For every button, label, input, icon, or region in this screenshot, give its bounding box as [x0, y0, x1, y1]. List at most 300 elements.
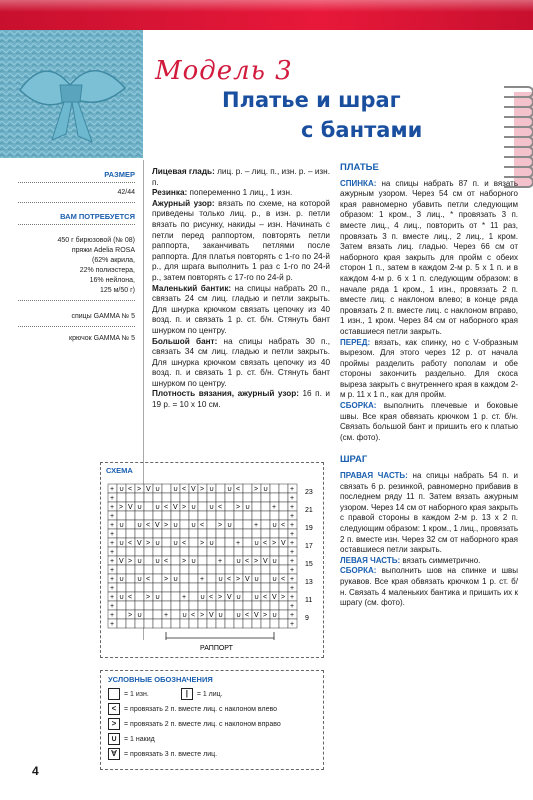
chart-cell [189, 493, 198, 502]
shrug-paragraph: СБОРКА: выполнить шов на спинке и швы рукавов. Все края обвязать крючком 1 р. ст. б/н. Связать 4 маленьких бантика и пришить их к шрагу (см. фото). [340, 566, 518, 608]
chart-cell [234, 547, 243, 556]
chart-cell [261, 520, 270, 529]
chart-cell [189, 574, 198, 583]
chart-cell [252, 565, 261, 574]
chart-cell [180, 583, 189, 592]
chart-cell [216, 619, 225, 628]
chart-symbol: < [281, 522, 286, 529]
hook-value: крючок GAMMA № 5 [69, 335, 135, 342]
chart-symbol: ∪ [155, 540, 161, 547]
chart-cell [171, 619, 180, 628]
chart-symbol: < [128, 540, 133, 547]
chart-cell [153, 619, 162, 628]
chart-cell [126, 493, 135, 502]
chart-symbol: ∪ [272, 558, 278, 565]
chart-symbol: + [182, 594, 187, 601]
chart-cell [198, 619, 207, 628]
chart-symbol: > [164, 522, 169, 529]
chart-cell [126, 529, 135, 538]
chart-symbol: + [110, 603, 115, 610]
chart-cell [180, 574, 189, 583]
chart-cell [153, 529, 162, 538]
chart-symbol: < [128, 594, 133, 601]
chart-cell [243, 547, 252, 556]
chart-cell [135, 511, 144, 520]
chart-symbol: ∪ [137, 558, 143, 565]
chart-symbol: V [173, 504, 178, 511]
chart-symbol: ∪ [254, 540, 260, 547]
chart-symbol: + [290, 567, 295, 574]
chart-symbol: ∪ [173, 540, 179, 547]
garment-photo [0, 30, 143, 158]
knit-symbol-icon: | [181, 688, 193, 700]
chart-cell [153, 601, 162, 610]
left-slant-symbol-icon: < [108, 703, 120, 715]
chart-cell [225, 601, 234, 610]
chart-cell [234, 619, 243, 628]
chart-cell [270, 583, 279, 592]
chart-cell [261, 583, 270, 592]
chart-cell [207, 520, 216, 529]
chart-cell [225, 556, 234, 565]
yarn-line: 450 г бирюзовой (№ 08) [57, 237, 135, 244]
chart-symbol: V [137, 540, 142, 547]
chart-cell [135, 547, 144, 556]
chart-symbol: < [245, 558, 250, 565]
chart-cell [270, 484, 279, 493]
chart-cell [144, 547, 153, 556]
chart-symbol: < [146, 522, 151, 529]
divider [18, 224, 135, 225]
chart-cell [189, 565, 198, 574]
chart-symbol: > [128, 612, 133, 619]
chart-symbol: ∪ [272, 522, 278, 529]
chart-symbol: + [110, 513, 115, 520]
chart-symbol: ∪ [119, 522, 125, 529]
top-red-band [0, 0, 533, 30]
chart-cell [144, 610, 153, 619]
chart-symbol: > [137, 486, 142, 493]
chart-cell [243, 601, 252, 610]
chart-symbol: ∪ [254, 594, 260, 601]
row-number: 13 [305, 579, 313, 586]
chart-symbol: ∪ [137, 612, 143, 619]
chart-symbol: + [110, 612, 115, 619]
chart-cell [243, 565, 252, 574]
stitch-paragraph: Ажурный узор: вязать по схеме, на которой приведены только лиц. р., в изн. р. петли вязать по рисунку, накиды – изн. Начинать с петли перед раппортом, повторять петли раппорта, заканчивать петлями после раппорта. Для платья повторять с 1-го по 24-й р., для шрага выполнить 1 раз с 1-го по 24-й р., затем повторять с 17-го по 24-й р. [152, 198, 330, 282]
chart-cell [207, 493, 216, 502]
chart-cell [216, 538, 225, 547]
chart-symbol: ∪ [155, 486, 161, 493]
chart-cell [126, 520, 135, 529]
chart-symbol: V [272, 594, 277, 601]
chart-symbol: + [290, 612, 295, 619]
chart-symbol: V [128, 504, 133, 511]
chart-symbol: + [290, 495, 295, 502]
chart-cell [144, 601, 153, 610]
chart-cell [198, 529, 207, 538]
chart-symbol: > [218, 522, 223, 529]
chart-symbol: + [290, 540, 295, 547]
chart-symbol: ∪ [173, 522, 179, 529]
chart-symbol: ∪ [137, 504, 143, 511]
chart-symbol: + [110, 558, 115, 565]
divider [18, 300, 135, 301]
chart-cell [198, 601, 207, 610]
chart-cell [126, 583, 135, 592]
chart-cell [180, 493, 189, 502]
chart-symbol: > [146, 540, 151, 547]
chart-symbol: ∪ [227, 486, 233, 493]
chart-cell [207, 565, 216, 574]
chart-cell [225, 538, 234, 547]
chart-cell [252, 619, 261, 628]
chart-cell [216, 493, 225, 502]
chart-symbol: ∪ [119, 486, 125, 493]
chart-cell [153, 583, 162, 592]
stitch-paragraph: Лицевая гладь: лиц. р. – лиц. п., изн. р. – изн. п. [152, 167, 330, 187]
chart-cell [234, 565, 243, 574]
chart-cell [162, 619, 171, 628]
size-heading: РАЗМЕР [104, 170, 135, 179]
shrug-heading: ШРАГ [340, 454, 368, 466]
chart-cell [243, 619, 252, 628]
chart-symbol: + [110, 540, 115, 547]
chart-symbol: > [254, 558, 259, 565]
yarn-over-symbol-icon: ∪ [108, 733, 120, 745]
chart-cell [144, 565, 153, 574]
chart-symbol: ∪ [155, 504, 161, 511]
chart-cell [198, 502, 207, 511]
chart-cell [171, 493, 180, 502]
chart-cell [135, 601, 144, 610]
chart-symbol: V [281, 540, 286, 547]
rapport-label: РАППОРТ [200, 645, 233, 652]
chart-symbol: ∪ [272, 612, 278, 619]
chart-symbol: + [290, 486, 295, 493]
k3tog-symbol-icon: ∀ [108, 748, 120, 760]
chart-cell [270, 511, 279, 520]
chart-symbol: > [236, 576, 241, 583]
chart-cell [180, 601, 189, 610]
chart-symbol: + [110, 486, 115, 493]
chart-symbol: < [263, 540, 268, 547]
chart-symbol: < [128, 486, 133, 493]
chart-cell [207, 601, 216, 610]
chart-symbol: ∪ [137, 576, 143, 583]
chart-cell [198, 556, 207, 565]
row-number: 21 [305, 507, 313, 514]
chart-symbol: > [218, 594, 223, 601]
chart-cell [117, 511, 126, 520]
chart-cell [171, 610, 180, 619]
chart-cell [126, 547, 135, 556]
chart-cell [279, 529, 288, 538]
chart-cell [252, 511, 261, 520]
chart-cell [261, 574, 270, 583]
chart-symbol: ∪ [209, 504, 215, 511]
chart-symbol: < [164, 558, 169, 565]
chart-cell [162, 547, 171, 556]
row-number: 19 [305, 525, 313, 532]
legend-heading: УСЛОВНЫЕ ОБОЗНАЧЕНИЯ [108, 675, 213, 684]
chart-cell [261, 529, 270, 538]
chart-cell [189, 601, 198, 610]
chart-cell [189, 529, 198, 538]
chart-symbol: > [128, 558, 133, 565]
chart-cell [189, 592, 198, 601]
chart-symbol: V [254, 612, 259, 619]
chart-cell [261, 619, 270, 628]
chart-cell [135, 565, 144, 574]
chart-symbol: ∪ [155, 558, 161, 565]
chart-label: СХЕМА [106, 466, 133, 475]
chart-cell [171, 601, 180, 610]
size-value: 42/44 [117, 189, 135, 196]
chart-cell [279, 493, 288, 502]
chart-cell [225, 502, 234, 511]
chart-symbol: ∪ [191, 522, 197, 529]
chart-symbol: < [146, 576, 151, 583]
row-number: 15 [305, 561, 313, 568]
chart-symbol: ∪ [209, 486, 215, 493]
chart-symbol: + [110, 576, 115, 583]
chart-symbol: > [164, 576, 169, 583]
chart-cell [180, 619, 189, 628]
chart-symbol: ∪ [227, 522, 233, 529]
row-number: 17 [305, 543, 313, 550]
chart-cell [144, 583, 153, 592]
chart-cell [117, 565, 126, 574]
chart-symbol: + [290, 621, 295, 628]
chart-symbol: + [290, 603, 295, 610]
legend-row: < = провязать 2 п. вместе лиц. с наклоном влево [108, 703, 277, 715]
chart-symbol: < [218, 504, 223, 511]
chart-cell [198, 565, 207, 574]
chart-cell [162, 538, 171, 547]
chart-cell [153, 610, 162, 619]
chart-cell [117, 601, 126, 610]
chart-cell [171, 565, 180, 574]
chart-symbol: + [290, 585, 295, 592]
chart-cell [171, 583, 180, 592]
row-number: 23 [305, 489, 313, 496]
chart-cell [135, 619, 144, 628]
chart-cell [117, 610, 126, 619]
chart-cell [252, 583, 261, 592]
chart-cell [144, 493, 153, 502]
chart-cell [198, 493, 207, 502]
shrug-paragraph: ПРАВАЯ ЧАСТЬ: на спицы набрать 54 п. и связать 6 р. резинкой, равномерно прибавив в последнем ряду 11 п. Затем вязать ажурным узором. Через 14 см от наборного края закрыть с правой стороны в каждом 2-м р. 13 х 2 п. следующим образом: 1 кром., 1 лиц., провязать 2 п. вместе изн. Через 32 см от наборного края оставшиеся петли закрыть. [340, 471, 519, 555]
chart-cell [144, 556, 153, 565]
chart-symbol: ∪ [155, 594, 161, 601]
chart-cell [252, 529, 261, 538]
chart-cell [216, 529, 225, 538]
shrug-paragraph: ЛЕВАЯ ЧАСТЬ: вязать симметрично. [340, 555, 481, 565]
chart-symbol: > [200, 540, 205, 547]
chart-symbol: > [182, 558, 187, 565]
chart-symbol: V [209, 612, 214, 619]
chart-symbol: + [272, 504, 277, 511]
chart-symbol: + [164, 612, 169, 619]
chart-cell [261, 502, 270, 511]
chart-symbol: + [290, 531, 295, 538]
model-label: Модель 3 [155, 56, 293, 86]
chart-symbol: + [290, 513, 295, 520]
chart-cell [279, 583, 288, 592]
chart-symbol: ∪ [245, 504, 251, 511]
chart-cell [243, 538, 252, 547]
chart-cell [243, 520, 252, 529]
chart-cell [279, 502, 288, 511]
right-slant-symbol-icon: > [108, 718, 120, 730]
yarn-line: (62% акрила, [92, 257, 135, 264]
materials-heading: ВАМ ПОТРЕБУЕТСЯ [60, 212, 135, 221]
chart-cell [126, 574, 135, 583]
chart-cell [162, 592, 171, 601]
chart-symbol: + [110, 504, 115, 511]
chart-cell [117, 529, 126, 538]
chart-symbol: V [227, 594, 232, 601]
chart-symbol: V [146, 486, 151, 493]
chart-cell [126, 511, 135, 520]
chart-symbol: > [200, 486, 205, 493]
chart-symbol: < [245, 612, 250, 619]
chart-cell [135, 529, 144, 538]
stitch-paragraph: Маленький бантик: на спицы набрать 20 п., связать 24 см лиц. гладью и петли закрыть. Для шнурка крючком связать цепочку из 40 возд. п. и связать 1 р. ст. б/н. Стянуть бант шнурком по центру. [152, 283, 331, 335]
chart-cell [153, 511, 162, 520]
divider [18, 182, 135, 183]
chart-symbol: + [110, 522, 115, 529]
chart-symbol: V [119, 558, 124, 565]
chart-cell [162, 493, 171, 502]
legend-row: = 1 изн. | = 1 лиц. [108, 688, 223, 700]
chart-cell [225, 493, 234, 502]
needles-value: спицы GAMMA № 5 [71, 313, 135, 320]
chart-cell [261, 493, 270, 502]
chart-cell [252, 502, 261, 511]
chart-cell [270, 493, 279, 502]
chart-cell [126, 601, 135, 610]
legend-row: > = провязать 2 п. вместе лиц. с наклоном вправо [108, 718, 281, 730]
chart-symbol: > [146, 594, 151, 601]
chart-cell [225, 619, 234, 628]
stitch-descriptions [152, 167, 330, 411]
chart-cell [252, 601, 261, 610]
yarn-line: 16% нейлона, [89, 277, 135, 284]
chart-cell [153, 574, 162, 583]
chart-cell [126, 619, 135, 628]
chart-cell [117, 547, 126, 556]
row-number: 9 [305, 615, 309, 622]
chart-cell [180, 565, 189, 574]
chart-cell [207, 511, 216, 520]
chart-symbol: + [290, 549, 295, 556]
yarn-line: 125 м/50 г) [100, 287, 135, 294]
chart-symbol: + [254, 522, 259, 529]
row-number: 11 [305, 597, 313, 604]
chart-symbol: ∪ [191, 558, 197, 565]
chart-symbol: ∪ [236, 612, 242, 619]
chart-symbol: > [200, 612, 205, 619]
chart-symbol: < [164, 504, 169, 511]
chart-symbol: ∪ [236, 558, 242, 565]
legend-row: ∀ = провязать 3 п. вместе лиц. [108, 748, 217, 760]
stitch-paragraph: Резинка: попеременно 1 лиц., 1 изн. [152, 188, 293, 198]
chart-cell [243, 511, 252, 520]
chart-symbol: V [263, 558, 268, 565]
chart-cell [261, 547, 270, 556]
chart-cell [270, 565, 279, 574]
chart-symbol: > [263, 612, 268, 619]
dress-paragraph: СПИНКА: на спицы набрать 87 п. и вязать ажурным узором. Через 54 см от наборного края равномерно убавить петли следующим образом: 1 кром., 3 лиц., * провязать 3 п. вместе лиц., 4 лиц., повторить от * 11 раз, провязать 3 п. вместе лиц., 2 лиц., 1 кром. Затем вязать лиц. гладью. Через 66 см от наборного края закрыть для пройм с обеих сторон 1 п., затем в каждом 2-м р. 5 х 1 п. и в каждом 4-м р. 6 х 1 п. следующим образом: в начале ряда 1 кром., 1 изн., провязать 2 п. вместе лиц. с наклоном влево; в конце ряда провязать 2 п. вместе лиц. с наклоном вправо, 1 изн., 1 кром. Через 84 см от наборного края оставшиеся петли закрыть. [340, 178, 518, 336]
chart-symbol: < [281, 576, 286, 583]
chart-cell [180, 511, 189, 520]
chart-cell [144, 511, 153, 520]
chart-cell [216, 484, 225, 493]
chart-cell [207, 574, 216, 583]
chart-cell [234, 520, 243, 529]
chart-symbol: + [110, 621, 115, 628]
chart-cell [180, 547, 189, 556]
dress-paragraph: СБОРКА: выполнить плечевые и боковые швы. Все края обвязать крючком 1 р. ст. б/н. Связать большой бант и пришить его к платью (см. фото). [340, 401, 518, 442]
chart-cell [225, 511, 234, 520]
chart-cell [135, 592, 144, 601]
chart-cell [207, 583, 216, 592]
chart-cell [225, 565, 234, 574]
chart-symbol: < [182, 486, 187, 493]
chart-symbol: ∪ [218, 612, 224, 619]
chart-cell [126, 565, 135, 574]
chart-symbol: < [209, 594, 214, 601]
chart-symbol: + [110, 585, 115, 592]
chart-cell [279, 610, 288, 619]
chart-cell [117, 583, 126, 592]
chart-symbol: + [110, 594, 115, 601]
stitch-paragraph: Плотность вязания, ажурный узор: 16 п. и 19 р. = 10 х 10 см. [152, 389, 331, 410]
chart-symbol: + [290, 594, 295, 601]
chart-cell [207, 547, 216, 556]
knitting-chart [104, 478, 318, 654]
chart-symbol: < [236, 486, 241, 493]
chart-cell [234, 601, 243, 610]
chart-cell [144, 619, 153, 628]
chart-cell [279, 556, 288, 565]
chart-cell [216, 601, 225, 610]
chart-cell [252, 547, 261, 556]
chart-symbol: ∪ [173, 486, 179, 493]
chart-cell [207, 529, 216, 538]
chart-cell [171, 511, 180, 520]
chart-cell [279, 619, 288, 628]
chart-cell [162, 529, 171, 538]
chart-symbol: + [218, 558, 223, 565]
chart-symbol: > [272, 540, 277, 547]
chart-cell [234, 511, 243, 520]
chart-cell [171, 556, 180, 565]
chart-symbol: + [290, 522, 295, 529]
chart-cell [234, 529, 243, 538]
chart-symbol: ∪ [200, 594, 206, 601]
purl-symbol-icon [108, 688, 120, 700]
chart-cell [225, 583, 234, 592]
chart-cell [153, 547, 162, 556]
dress-paragraph: ПЕРЕД: вязать, как спинку, но с V-образным вырезом. Для этого через 12 р. от начала проймы разделить работу пополам и обе стороны закончить раздельно. Для скоса выреза закрыть с внутреннего края в каждом 2-м р. 11 х 1 п., как для пройм. [340, 337, 518, 400]
chart-cell [252, 493, 261, 502]
chart-symbol: + [236, 540, 241, 547]
chart-cell [225, 529, 234, 538]
chart-cell [117, 619, 126, 628]
